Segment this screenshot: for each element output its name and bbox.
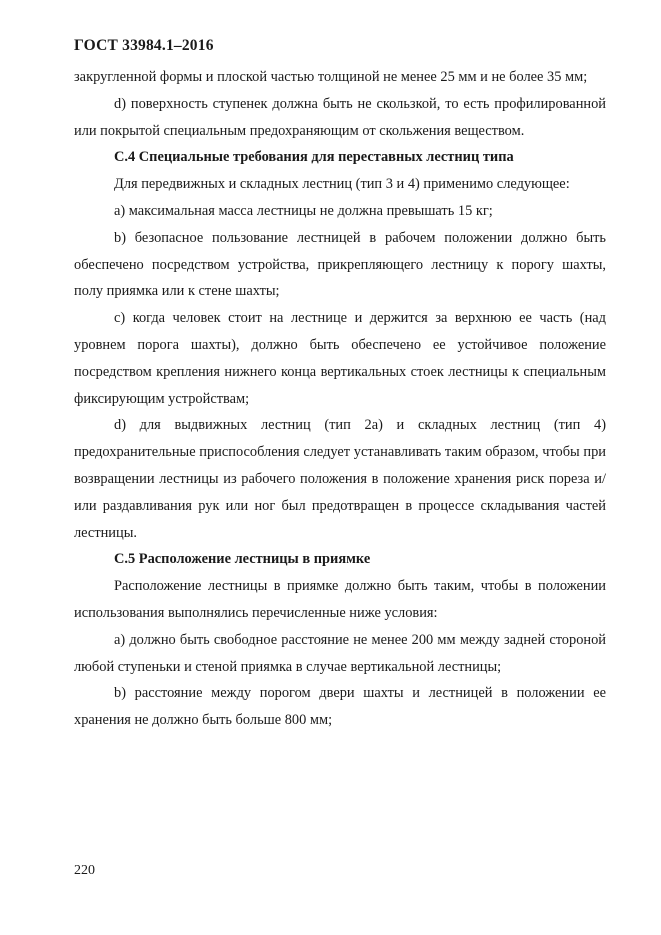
page-number: 220 [74,863,95,878]
paragraph-item-d-steps: d) поверхность ступенек должна быть не скользкой, то есть профилированной или покрытой специальным предохраняющим от скольжения веществом. [74,95,606,139]
paragraph-item-b-distance: b) расстояние между порогом двери шахты и лестницей в положении ее хранения не должно быть больше 800 мм; [74,685,606,729]
paragraph-item-d-protection: d) для выдвижных лестниц (тип 2а) и складных лестниц (тип 4) предохранительные приспособления следует устанавливать таким образом, чтобы при возвращении лестницы из рабочего положения в положение хранения риск пореза и/или раздавливания рук или ног был предотвращен в процессе складывания частей лестницы. [74,417,606,541]
paragraph-item-a-mass: а) максимальная масса лестницы не должна превышать 15 кг; [114,202,493,219]
paragraph-item-c-stability: c) когда человек стоит на лестнице и держится за верхнюю ее часть (над уровнем порога шахты), должно быть обеспечено ее устойчивое положение посредством крепления нижнего конца вертикальных стоек лестницы к специальным фиксирующим устройствам; [74,310,606,407]
document-header: ГОСТ 33984.1–2016 [74,37,214,54]
paragraph-item-b-usage: b) безопасное пользование лестницей в рабочем положении должно быть обеспечено посредством устройства, прикрепляющего лестницу к порогу шахты, полу приямка или к стене шахты; [74,229,606,300]
document-body [74,64,606,734]
paragraph-intro-c5: Расположение лестницы в приямке должно быть таким, чтобы в положении использования выполнялись перечисленные ниже условия: [74,578,606,621]
paragraph-item-a-clearance: а) должно быть свободное расстояние не менее 200 мм между задней стороной любой ступеньки и стеной приямка в случае вертикальной лестницы; [74,631,606,675]
section-heading-c5: C.5 Расположение лестницы в приямке [114,551,371,568]
paragraph-intro-c4: Для передвижных и складных лестниц (тип 3 и 4) применимо следующее: [114,176,570,193]
paragraph-continuation: закругленной формы и плоской частью толщиной не менее 25 мм и не более 35 мм; [74,69,588,85]
section-heading-c4: C.4 Специальные требования для переставных лестниц типа [114,149,514,166]
